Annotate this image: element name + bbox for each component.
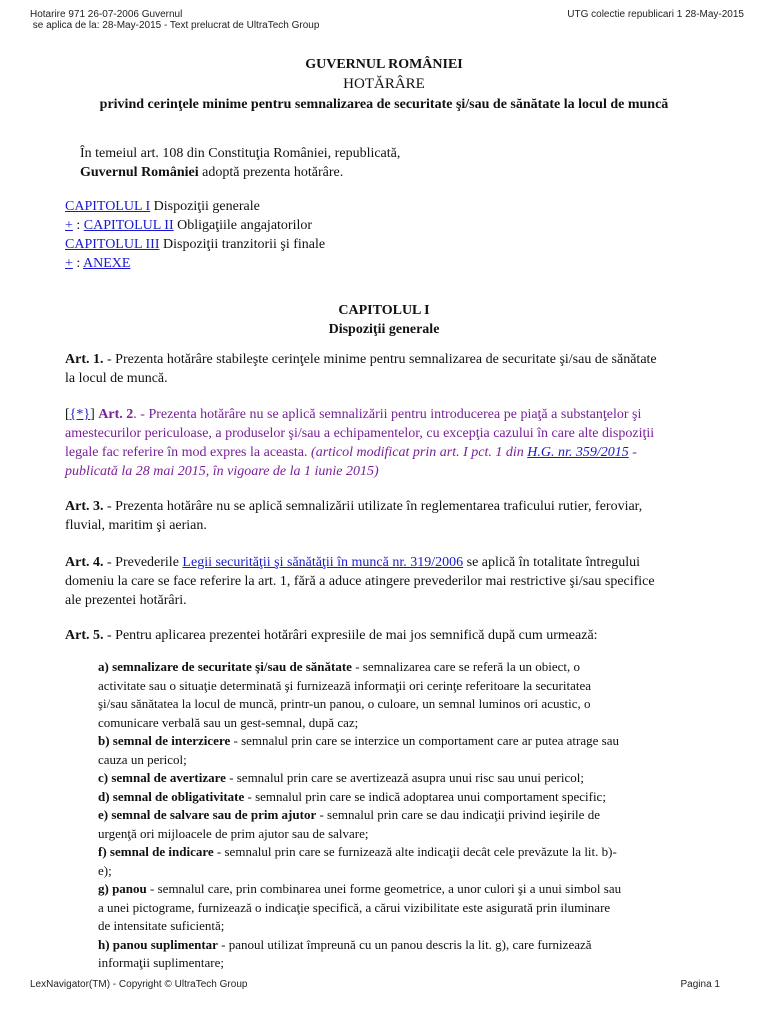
article-4-line-1 [65, 553, 725, 572]
article-4-line-3: ale prezentei hotărâri. [65, 593, 187, 608]
definition-term: d) semnal de obligativitate [98, 788, 245, 804]
article-2-line-1: [{*}] Art. 2. - Prezenta hotărâre nu se aplică semnalizării pentru introducerea pe piaţă a substanţelor şi [65, 407, 642, 422]
toc-item-chapter-2 [65, 216, 725, 235]
definition-h [98, 936, 726, 955]
article-2-line-2: amestecurilor periculoase, a produselor şi/sau a echipamentelor, cu excepţia cazului în care alte dispoziţii [65, 426, 655, 441]
article-2-label: Art. 2 [98, 407, 134, 422]
header-line-1: Hotarire 971 26-07-2006 Guvernul [30, 9, 183, 20]
definition-d [98, 788, 726, 807]
toc-item-chapter-3 [65, 235, 725, 254]
definition-e [98, 806, 726, 825]
amendment-ref-link[interactable]: {*} [69, 407, 91, 422]
running-header-right: UTG colectie republicari 1 28-May-2015 [567, 9, 744, 20]
amendment-note-text: - [628, 445, 637, 460]
preamble-text: adoptă prezenta hotărâre. [198, 165, 344, 180]
definition-text: - semnalul prin care se interzice un comportament care ar putea atrage sau [230, 733, 619, 748]
toc-separator: : [72, 256, 84, 271]
definition-term: h) panou suplimentar [98, 936, 218, 952]
preamble-line-2 [80, 163, 740, 182]
definition-term: e) semnal de salvare sau de prim ajutor [98, 807, 317, 822]
article-5-label: Art. 5. [65, 628, 104, 643]
page-number: Pagina 1 [680, 979, 720, 990]
definition-b [98, 732, 726, 751]
article-text: legale fac referire în mod expres la aceasta. [65, 445, 312, 460]
expand-toggle-annexes[interactable]: + [65, 256, 73, 271]
running-header-left [30, 9, 319, 31]
amendment-note-text: publicată la 28 mai 2015, în vigoare de la 1 iunie 2015) [65, 464, 379, 479]
preamble-line-1: În temeiul art. 108 din Constituţia României, republicată, [80, 146, 401, 161]
article-3-label: Art. 3. [65, 499, 104, 514]
article-1-line-2: la locul de muncă. [65, 371, 168, 386]
definition-text-line: cauza un pericol; [98, 751, 187, 767]
definition-c [98, 769, 726, 788]
toc-item-annexes [65, 254, 725, 273]
article-text: se aplică în totalitate întregului [463, 555, 641, 570]
toc-item-text: Dispoziţii generale [150, 199, 260, 214]
definition-text-line: informaţii suplimentare; [98, 955, 224, 970]
toc-link-annexes[interactable]: ANEXE [83, 256, 131, 271]
definition-a [98, 658, 726, 677]
header-line-2: se aplica de la: 28-May-2015 - Text prelucrat de UltraTech Group [30, 20, 320, 31]
toc-separator: : [72, 218, 84, 233]
definition-term: b) semnal de interzicere [98, 733, 231, 748]
expand-toggle-chapter-2[interactable]: + [65, 218, 73, 233]
article-text: - Prevederile [103, 555, 183, 570]
article-text: - Pentru aplicarea prezentei hotărâri expresiile de mai jos semnifică după cum urmează: [103, 628, 598, 643]
definition-text-line: şi/sau sănătatea la locul de muncă, printr-un panou, o culoare, un semnal luminos ori acustic, o [98, 696, 591, 711]
chapter-subtitle: Dispoziţii generale [328, 322, 440, 337]
footer-copyright: LexNavigator(TM) - Copyright © UltraTech Group [30, 979, 248, 990]
document-subject: privind cerinţele minime pentru semnalizarea de securitate şi/sau de sănătate la locul de muncă [99, 97, 669, 112]
definition-text: - semnalul prin care se furnizează alte indicaţii decât cele prevăzute la lit. b)- [213, 844, 617, 859]
amendment-note [311, 445, 637, 460]
amendment-act-link[interactable]: H.G. nr. 359/2015 [527, 445, 629, 460]
issuer-title: GUVERNUL ROMÂNIEI [305, 57, 463, 72]
definition-text: - semnalul care, prin combinarea unei forme geometrice, a unor culori şi a unui simbol sau [146, 881, 622, 896]
definition-text: - semnalul prin care se avertizează asupra unui risc sau unui pericol; [225, 770, 584, 785]
amendment-note-text: (articol modificat prin art. I pct. 1 din [311, 445, 528, 460]
law-319-2006-link[interactable]: Legii securităţii şi sănătăţii în muncă nr. 319/2006 [182, 555, 464, 570]
definition-text-line: activitate sau o situaţie determinată şi furnizează informaţii ori cerinţe referitoare la securitatea [98, 677, 592, 693]
article-3-line-2: fluvial, maritim şi aerian. [65, 518, 207, 533]
definition-term: a) semnalizare de securitate şi/sau de sănătate [98, 659, 352, 674]
article-1-line-1 [65, 350, 725, 369]
definition-text-line: a unei pictograme, furnizează o indicaţie specifică, a cărui vizibilitate este asigurată prin iluminare [98, 899, 611, 915]
article-5-intro [65, 626, 725, 645]
article-2-line-4 [65, 462, 725, 481]
definition-text: - semnalul prin care se dau indicaţii privind ieşirile de [316, 807, 600, 822]
toc-item-text: Obligaţiile angajatorilor [173, 218, 313, 233]
definition-text-line: urgenţă ori mijloacele de prim ajutor sau de salvare; [98, 825, 369, 841]
toc-link-chapter-1[interactable]: CAPITOLUL I [65, 199, 151, 214]
definition-term: g) panou [98, 881, 147, 896]
definition-text-line: de intensitate suficientă; [98, 918, 225, 933]
article-3-line-1 [65, 497, 725, 516]
article-text: - Prezenta hotărâre nu se aplică semnalizării utilizate în reglementarea traficului rutier, feroviar, [103, 499, 643, 514]
definition-g [98, 880, 726, 899]
definition-text: - semnalizarea care se referă la un obiect, o [351, 659, 581, 674]
toc-link-chapter-3[interactable]: CAPITOLUL III [65, 237, 160, 252]
article-text: . - Prezenta hotărâre nu se aplică semnalizării pentru introducerea pe piaţă a substanţelor şi [133, 407, 642, 422]
article-2-line-3 [65, 443, 725, 462]
preamble-issuer: Guvernul României [80, 165, 199, 180]
document-type: HOTĂRÂRE [343, 76, 425, 92]
article-4-line-2: domeniu la care se face referire la art. 1, fără a aduce atingere prevederilor mai restrictive şi/sau specifice [65, 574, 655, 589]
definition-term: c) semnal de avertizare [98, 770, 226, 785]
definition-text-line: comunicare verbală sau un gest-semnal, după caz; [98, 714, 359, 730]
definition-term: f) semnal de indicare [98, 844, 214, 859]
definition-text-line: e); [98, 862, 112, 878]
article-1-label: Art. 1. [65, 352, 104, 367]
article-text: - Prezenta hotărâre stabileşte cerinţele minime pentru semnalizarea de securitate şi/sau de sănătate [103, 352, 657, 367]
definition-text: - semnalul prin care se indică adoptarea unui comportament specific; [244, 788, 606, 804]
toc-item-chapter-1 [65, 197, 725, 216]
chapter-title: CAPITOLUL I [338, 303, 430, 318]
article-4-label: Art. 4. [65, 555, 104, 570]
definition-f [98, 843, 726, 862]
definition-text: - panoul utilizat împreună cu un panou descris la lit. g), care furnizează [217, 936, 592, 952]
toc-item-text: Dispoziţii tranzitorii şi finale [159, 237, 326, 252]
toc-link-chapter-2[interactable]: CAPITOLUL II [83, 218, 174, 233]
